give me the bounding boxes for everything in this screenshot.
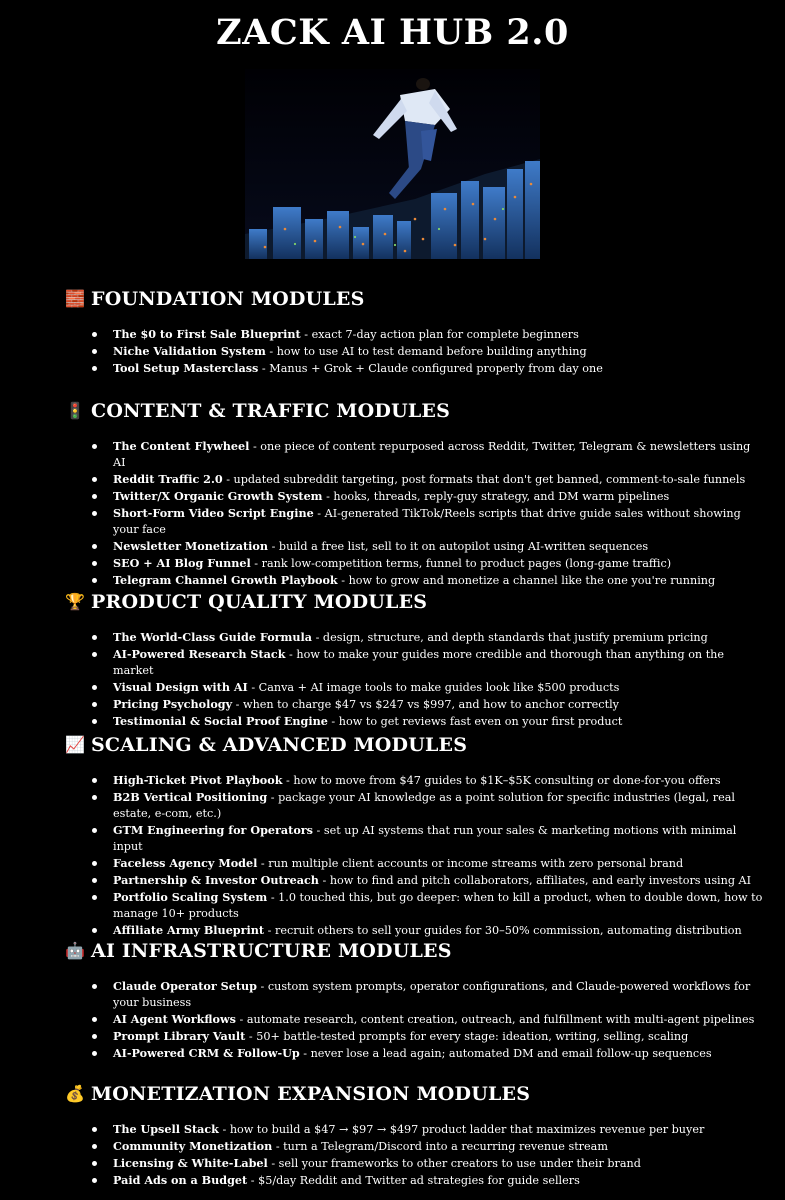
list-item: GTM Engineering for Operators - set up AI systems that run your sales & marketing motions with minimal input xyxy=(65,822,765,855)
hero-image xyxy=(245,69,540,259)
section-title: MONETIZATION EXPANSION MODULES xyxy=(91,1083,531,1105)
section-title: PRODUCT QUALITY MODULES xyxy=(91,591,428,613)
list-item: Testimonial & Social Proof Engine - how to get reviews fast even on your first product xyxy=(65,713,765,730)
list-item: Prompt Library Vault - 50+ battle-tested prompts for every stage: ideation, writing, selling, scaling xyxy=(65,1028,765,1045)
list-item: Twitter/X Organic Growth System - hooks, threads, reply-guy strategy, and DM warm pipelines xyxy=(65,488,765,505)
section-title: FOUNDATION MODULES xyxy=(91,288,365,310)
list-item: The Upsell Stack - how to build a $47 → $97 → $497 product ladder that maximizes revenue per buyer xyxy=(65,1121,765,1138)
list-item: Faceless Agency Model - run multiple client accounts or income streams with zero personal brand xyxy=(65,855,765,872)
list-item: Portfolio Scaling System - 1.0 touched this, but go deeper: when to kill a product, when to double down, how to manage 10+ products xyxy=(65,889,765,922)
list-item: Paid Ads on a Budget - $5/day Reddit and Twitter ad strategies for guide sellers xyxy=(65,1172,765,1189)
list-item: SEO + AI Blog Funnel - rank low-competition terms, funnel to product pages (long-game traffic) xyxy=(65,555,765,572)
module-list xyxy=(65,772,765,939)
list-item: Visual Design with AI - Canva + AI image tools to make guides look like $500 products xyxy=(65,679,765,696)
module-list xyxy=(65,978,765,1062)
list-item: Licensing & White-Label - sell your frameworks to other creators to use under their brand xyxy=(65,1155,765,1172)
list-item: The Content Flywheel - one piece of content repurposed across Reddit, Twitter, Telegram & newsletters using AI xyxy=(65,438,765,471)
list-item: AI-Powered CRM & Follow-Up - never lose a lead again; automated DM and email follow-up sequences xyxy=(65,1045,765,1062)
section-title: SCALING & ADVANCED MODULES xyxy=(91,734,468,756)
module-list xyxy=(65,629,765,730)
section-title: CONTENT & TRAFFIC MODULES xyxy=(91,400,451,422)
list-item: Pricing Psychology - when to charge $47 vs $247 vs $997, and how to anchor correctly xyxy=(65,696,765,713)
bricks-icon: 🧱 xyxy=(65,289,85,308)
module-list xyxy=(65,1121,765,1189)
list-item: Short-Form Video Script Engine - AI-generated TikTok/Reels scripts that drive guide sales without showing your face xyxy=(65,505,765,538)
list-item: Tool Setup Masterclass - Manus + Grok + Claude configured properly from day one xyxy=(65,360,765,377)
section-foundation xyxy=(65,286,765,377)
list-item: Telegram Channel Growth Playbook - how to grow and monetize a channel like the one you're running xyxy=(65,572,765,589)
section-title: AI INFRASTRUCTURE MODULES xyxy=(91,940,452,962)
trophy-icon: 🏆 xyxy=(65,592,85,611)
robot-icon: 🤖 xyxy=(65,941,85,960)
list-item: High-Ticket Pivot Playbook - how to move from $47 guides to $1K–$5K consulting or done-for-you offers xyxy=(65,772,765,789)
section-content-traffic xyxy=(65,398,765,589)
page-title: ZACK AI HUB 2.0 xyxy=(216,12,569,53)
section-scaling-advanced xyxy=(65,732,765,939)
list-item: Reddit Traffic 2.0 - updated subreddit targeting, post formats that don't get banned, comment-to-sale funnels xyxy=(65,471,765,488)
list-item: Claude Operator Setup - custom system prompts, operator configurations, and Claude-powered workflows for your business xyxy=(65,978,765,1011)
list-item: AI-Powered Research Stack - how to make your guides more credible and thorough than anything on the market xyxy=(65,646,765,679)
list-item: The World-Class Guide Formula - design, structure, and depth standards that justify premium pricing xyxy=(65,629,765,646)
module-list xyxy=(65,438,765,589)
traffic-light-icon: 🚦 xyxy=(65,401,85,420)
module-list xyxy=(65,326,765,377)
money-bag-icon: 💰 xyxy=(65,1084,85,1103)
list-item: Affiliate Army Blueprint - recruit others to sell your guides for 30–50% commission, automating distribution xyxy=(65,922,765,939)
flying-man-over-city-illustration xyxy=(245,69,540,259)
list-item: Newsletter Monetization - build a free list, sell to it on autopilot using AI-written sequences xyxy=(65,538,765,555)
list-item: B2B Vertical Positioning - package your AI knowledge as a point solution for specific industries (legal, real estate, e-com, etc.) xyxy=(65,789,765,822)
chart-increasing-icon: 📈 xyxy=(65,735,85,754)
list-item: AI Agent Workflows - automate research, content creation, outreach, and fulfillment with multi-agent pipelines xyxy=(65,1011,765,1028)
section-monetization-expansion xyxy=(65,1081,765,1189)
list-item: Niche Validation System - how to use AI to test demand before building anything xyxy=(65,343,765,360)
list-item: The $0 to First Sale Blueprint - exact 7-day action plan for complete beginners xyxy=(65,326,765,343)
section-ai-infrastructure xyxy=(65,938,765,1062)
list-item: Community Monetization - turn a Telegram/Discord into a recurring revenue stream xyxy=(65,1138,765,1155)
section-product-quality xyxy=(65,589,765,730)
list-item: Partnership & Investor Outreach - how to find and pitch collaborators, affiliates, and early investors using AI xyxy=(65,872,765,889)
